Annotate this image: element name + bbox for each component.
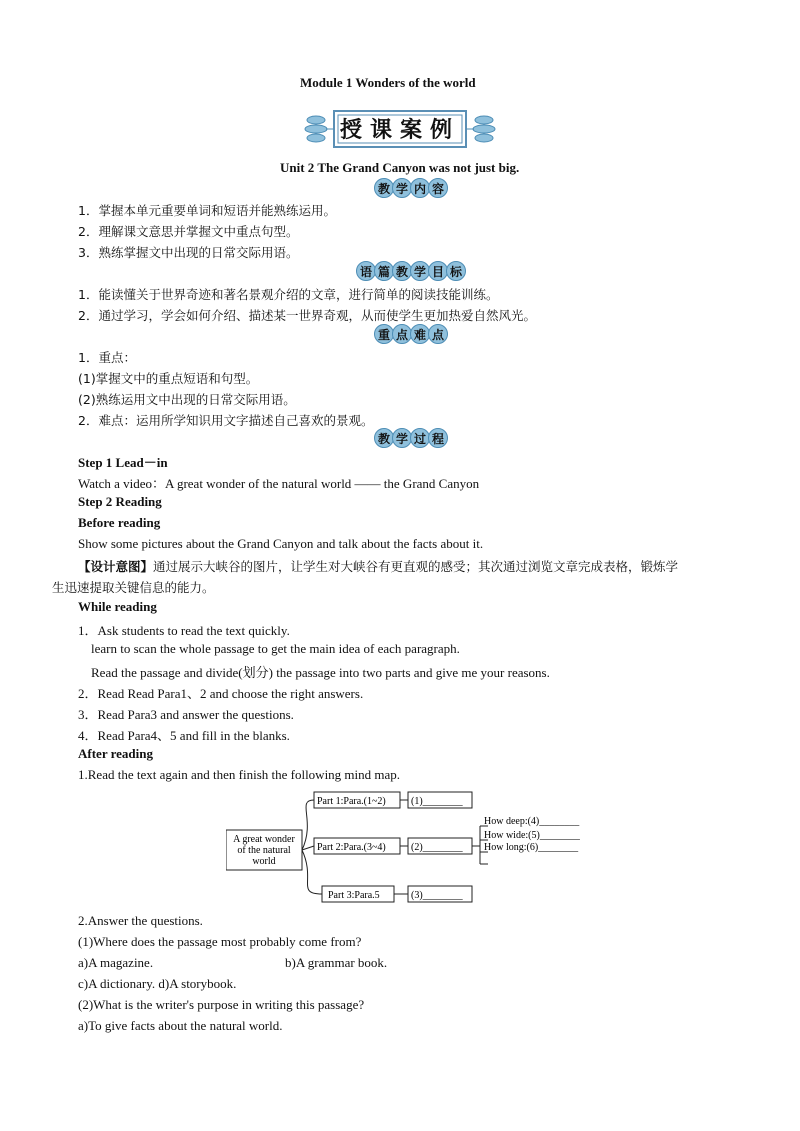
mind-map-deep: How deep:(4)________: [484, 816, 580, 827]
banner-text: 授课案例: [339, 118, 460, 143]
content-item: 3．熟练掌握文中出现的日常交际用语。: [78, 245, 299, 260]
mind-map-wide: How wide:(5)________: [484, 830, 580, 841]
tag-char: 内: [410, 178, 430, 198]
key-item: 2．难点：运用所学知识用文字描述自己喜欢的景观。: [78, 413, 374, 428]
tag-char: 学: [392, 178, 412, 198]
key-item: (1)掌握文中的重点短语和句型。: [78, 371, 259, 386]
tag-goals: [356, 261, 464, 281]
while-item: learn to scan the whole passage to get the main idea of each paragraph.: [91, 641, 460, 656]
q1-option-cd: c)A dictionary. d)A storybook.: [78, 976, 237, 991]
design-label: 【设计意图】: [78, 559, 154, 574]
unit-title: Unit 2 The Grand Canyon was not just big.: [280, 160, 520, 175]
content-item: 1．掌握本单元重要单词和短语并能熟练运用。: [78, 203, 336, 218]
while-reading-title: While reading: [78, 599, 157, 614]
mind-map-center-line3: world: [252, 856, 276, 867]
mind-map-branch-3: [302, 850, 322, 894]
mind-map-blank2: (2)________: [411, 842, 463, 853]
tag-process: [374, 428, 446, 448]
step1-title: Step 1 Lead－in: [78, 455, 168, 470]
design-intent: [78, 557, 678, 575]
goals-item: 1．能读懂关于世界奇迹和著名景观介绍的文章，进行简单的阅读技能训练。: [78, 287, 499, 302]
content-item: 2．理解课文意思并掌握文中重点句型。: [78, 224, 299, 239]
step1-text: Watch a video：A great wonder of the natural world —— the Grand Canyon: [78, 476, 480, 491]
step2-title: Step 2 Reading: [78, 494, 162, 509]
while-item: 2．Read Read Para1、2 and choose the right answers.: [78, 686, 364, 701]
while-item: 1．Ask students to read the text quickly.: [78, 623, 290, 638]
tag-key-points: [374, 324, 446, 344]
key-item: 1．重点：: [78, 350, 136, 365]
tag-char: 篇: [374, 261, 394, 281]
while-item: 3．Read Para3 and answer the questions.: [78, 707, 294, 722]
mind-map-part3-label: Part 3:Para.5: [328, 890, 380, 901]
tag-char: 标: [446, 261, 466, 281]
mind-map-long: How long:(6)________: [484, 842, 579, 853]
mind-map-blank1: (1)________: [411, 796, 463, 807]
before-reading-title: Before reading: [78, 515, 161, 530]
after-q1: 1.Read the text again and then finish the following mind map.: [78, 767, 401, 782]
tag-char: 目: [428, 261, 448, 281]
mind-map-branch-1: [302, 800, 314, 850]
while-item: Read the passage and divide(划分) the passage into two parts and give me your reasons.: [91, 665, 550, 680]
module-title: Module 1 Wonders of the world: [300, 75, 476, 90]
tag-char: 语: [356, 261, 376, 281]
q1-option-b: b)A grammar book.: [285, 955, 388, 970]
mind-map-part1-label: Part 1:Para.(1~2): [317, 796, 386, 807]
mind-map-center-line1: A great wonder: [233, 834, 295, 845]
tag-char: 难: [410, 324, 430, 344]
mind-map-part2-label: Part 2:Para.(3~4): [317, 842, 386, 853]
q1-option-a: a)A magazine.: [78, 955, 154, 970]
design-text-line2: 生迅速提取关键信息的能力。: [52, 580, 215, 595]
before-reading-text: Show some pictures about the Grand Canyon and talk about the facts about it.: [78, 536, 484, 551]
tag-char: 教: [374, 178, 394, 198]
tag-char: 点: [392, 324, 412, 344]
mind-map-blank3: (3)________: [411, 890, 463, 901]
while-item: 4．Read Para4、5 and fill in the blanks.: [78, 728, 290, 743]
question-1: (1)Where does the passage most probably come from?: [78, 934, 362, 949]
tag-content: [374, 178, 446, 198]
after-q2: 2.Answer the questions.: [78, 913, 203, 928]
mind-map-center-line2: of the natural: [237, 845, 291, 856]
tag-char: 教: [374, 428, 394, 448]
tag-char: 过: [410, 428, 430, 448]
question-2: (2)What is the writer's purpose in writing this passage?: [78, 997, 365, 1012]
tag-char: 容: [428, 178, 448, 198]
q2-option-a: a)To give facts about the natural world.: [78, 1018, 283, 1033]
tag-char: 重: [374, 324, 394, 344]
tag-char: 学: [392, 428, 412, 448]
design-text-line1: 通过展示大峡谷的图片，让学生对大峡谷有更直观的感受；其次通过浏览文章完成表格，锻炼学: [153, 559, 679, 574]
key-item: (2)熟练运用文中出现的日常交际用语。: [78, 392, 296, 407]
tag-char: 点: [428, 324, 448, 344]
tag-char: 程: [428, 428, 448, 448]
tag-char: 学: [410, 261, 430, 281]
goals-item: 2．通过学习，学会如何介绍、描述某一世界奇观，从而使学生更加热爱自然风光。: [78, 308, 536, 323]
tag-char: 教: [392, 261, 412, 281]
mind-map: [226, 790, 606, 910]
after-reading-title: After reading: [78, 746, 153, 761]
